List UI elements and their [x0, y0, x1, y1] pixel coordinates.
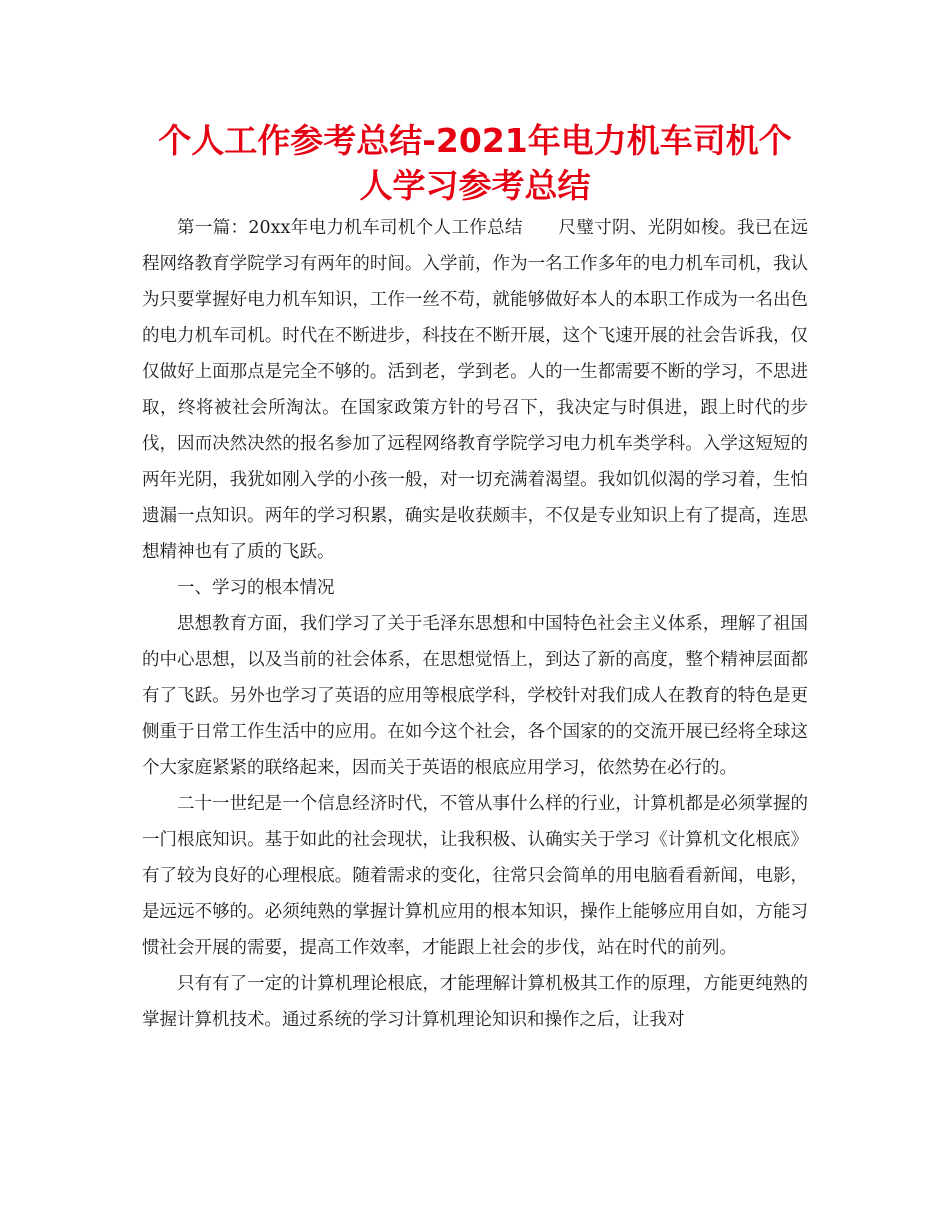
- document-page: [142, 118, 808, 1038]
- document-title: 个人工作参考总结-2021年电力机车司机个人学习参考总结: [158, 121, 792, 205]
- document-body: [142, 208, 808, 1038]
- paragraph: 二十一世纪是一个信息经济时代，不管从事什么样的行业，计算机都是必须掌握的一门根底知识。基于如此的社会现状，让我积极、认确实关于学习《计算机文化根底》有了较为良好的心理根底。随着需求的变化，往常只会简单的用电脑看看新闻，电影，是远远不够的。必须纯熟的掌握计算机应用的根本知识，操作上能够应用自如，方能习惯社会开展的需要，提高工作效率，才能跟上社会的步伐，站在时代的前列。: [142, 794, 808, 958]
- section-heading: 一、学习的根本情况: [177, 578, 335, 598]
- paragraph: 只有有了一定的计算机理论根底，才能理解计算机极其工作的原理，方能更纯熟的掌握计算机技术。通过系统的学习计算机理论知识和操作之后，让我对: [142, 974, 808, 1030]
- paragraph: 第一篇：20xx年电力机车司机个人工作总结 尺璧寸阴、光阴如梭。我已在远程网络教育学院学习有两年的时间。入学前，作为一名工作多年的电力机车司机，我认为只要掌握好电力机车知识，工作一丝不苟，就能够做好本人的本职工作成为一名出色的电力机车司机。时代在不断进步，科技在不断开展，这个飞速开展的社会告诉我，仅仅做好上面那点是完全不够的。活到老，学到老。人的一生都需要不断的学习，不思进取，终将被社会所淘汰。在国家政策方针的号召下，我决定与时俱进，跟上时代的步伐，因而决然决然的报名参加了远程网络教育学院学习电力机车类学科。入学这短短的两年光阴，我犹如刚入学的小孩一般，对一切充满着渴望。我如饥似渴的学习着，生怕遗漏一点知识。两年的学习积累，确实是收获颇丰，不仅是专业知识上有了提高，连思想精神也有了质的飞跃。: [142, 218, 808, 562]
- paragraph: 思想教育方面，我们学习了关于毛泽东思想和中国特色社会主义体系，理解了祖国的中心思想，以及当前的社会体系，在思想觉悟上，到达了新的高度，整个精神层面都有了飞跃。另外也学习了英语的应用等根底学科，学校针对我们成人在教育的特色是更侧重于日常工作生活中的应用。在如今这个社会，各个国家的的交流开展已经将全球这个大家庭紧紧的联络起来，因而关于英语的根底应用学习，依然势在必行的。: [142, 614, 808, 778]
